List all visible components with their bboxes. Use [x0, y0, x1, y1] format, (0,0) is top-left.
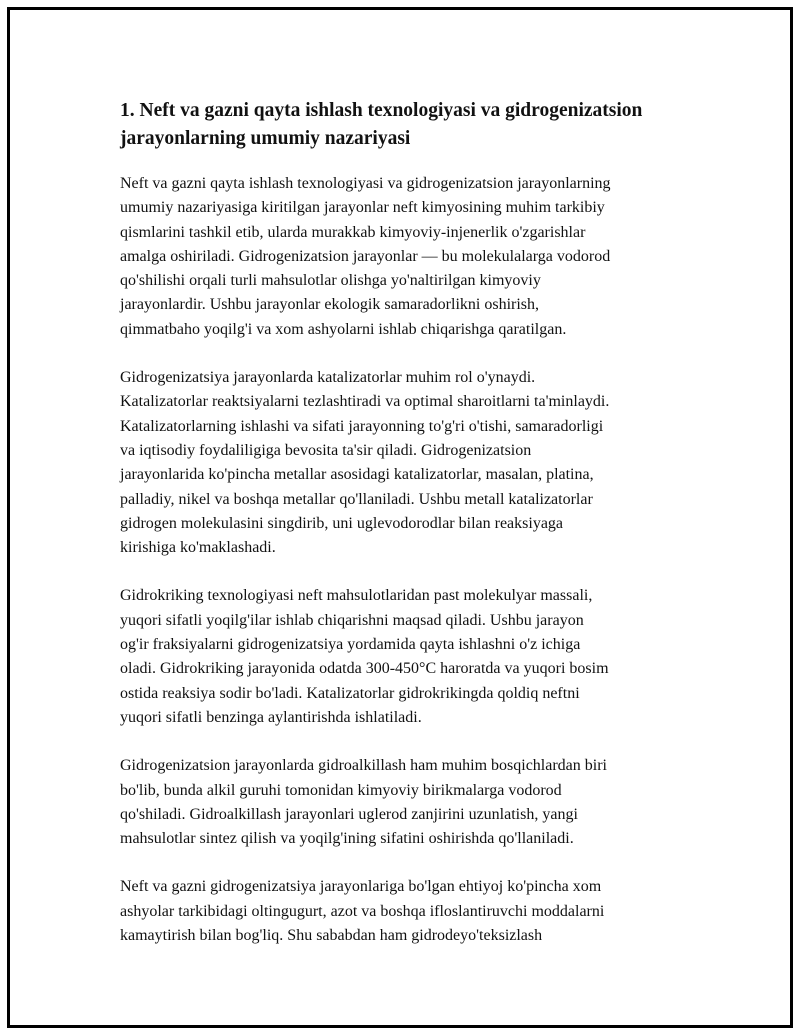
document-body: [120, 97, 700, 972]
paragraph: Neft va gazni qayta ishlash texnologiyasi va gidrogenizatsion jarayonlarning umumiy nazariyasiga kiritilgan jarayonlar neft kimyosining muhim tarkibiy qismlarini tashkil etib, ularda murakkab kimyoviy-injenerlik o'zgarishlar amalga oshiriladi. Gidrogenizatsion jarayonlar — bu molekulalarga vodorod qo'shilishi orqali turli mahsulotlar olishga yo'naltirilgan kimyoviy jarayonlardir. Ushbu jarayonlar ekologik samaradorlikni oshirish, qimmatbaho yoqilg'i va xom ashyolarni ishlab chiqarishga qaratilgan.: [120, 175, 611, 338]
section-heading: 1. Neft va gazni qayta ishlash texnologiyasi va gidrogenizatsion jarayonlarning umumiy nazariyasi: [120, 100, 643, 149]
paragraph: Gidrogenizatsiya jarayonlarda katalizatorlar muhim rol o'ynaydi. Katalizatorlar reaktsiyalarni tezlashtiradi va optimal sharoitlarni ta'minlaydi. Katalizatorlarning ishlashi va sifati jarayonning to'g'ri o'tishi, samaradorligi va iqtisodiy foydaliligiga bevosita ta'sir qiladi. Gidrogenizatsion jarayonlarida ko'pincha metallar asosidagi katalizatorlar, masalan, platina, palladiy, nikel va boshqa metallar qo'llaniladi. Ushbu metall katalizatorlar gidrogen molekulasini singdirib, uni uglevodorodlar bilan reaksiyaga kirishiga ko'maklashadi.: [120, 369, 610, 557]
paragraph: Gidrogenizatsion jarayonlarda gidroalkillash ham muhim bosqichlardan biri bo'lib, bunda alkil guruhi tomonidan kimyoviy birikmalarga vodorod qo'shiladi. Gidroalkillash jarayonlari uglerod zanjirini uzunlatish, yangi mahsulotlar sintez qilish va yoqilg'ining sifatini oshirishda qo'llaniladi.: [120, 757, 607, 848]
page-frame: [7, 7, 793, 1028]
paragraph: Neft va gazni gidrogenizatsiya jarayonlariga bo'lgan ehtiyoj ko'pincha xom ashyolar tarkibidagi oltingugurt, azot va boshqa ifloslantiruvchi moddalarni kamaytirish bilan bog'liq. Shu sababdan ham gidrodeyo'teksizlash: [120, 878, 605, 945]
paragraph: Gidrokriking texnologiyasi neft mahsulotlaridan past molekulyar massali, yuqori sifatli yoqilg'ilar ishlab chiqarishni maqsad qiladi. Ushbu jarayon og'ir fraksiyalarni gidrogenizatsiya yordamida qayta ishlashni o'z ichiga oladi. Gidrokriking jarayonida odatda 300-450°C haroratda va yuqori bosim ostida reaksiya sodir bo'ladi. Katalizatorlar gidrokrikingda qoldiq neftni yuqori sifatli benzinga aylantirishda ishlatiladi.: [120, 587, 609, 726]
